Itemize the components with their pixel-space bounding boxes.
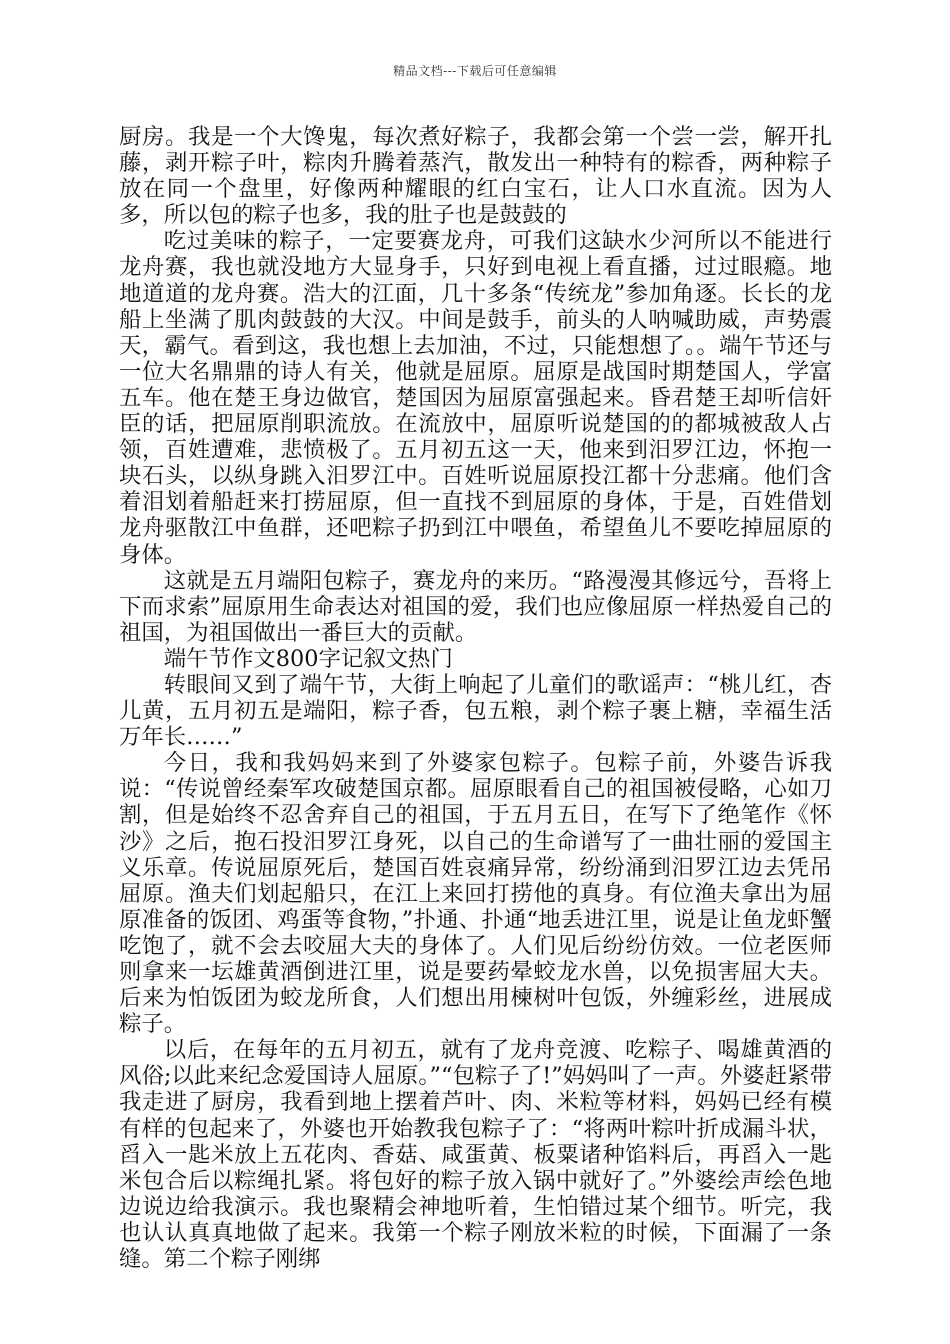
page-header: 精品文档---下载后可任意编辑 [393, 64, 557, 78]
paragraph: 厨房。我是一个大馋鬼，每次煮好粽子，我都会第一个尝一尝，解开扎藤，剥开粽子叶，粽肉升腾着蒸汽，散发出一种特有的粽香，两种粽子放在同一个盘里，好像两种耀眼的红白宝石，让人口水直流。因为人多，所以包的粽子也多，我的肚子也是鼓鼓的 [119, 124, 832, 229]
paragraph: 转眼间又到了端午节，大街上响起了儿童们的歌谣声：“桃儿红，杏儿黄，五月初五是端阳，粽子香，包五粮，剥个粽子裹上糖，幸福生活万年长……” [119, 671, 832, 751]
paragraph: 以后，在每年的五月初五，就有了龙舟竞渡、吃粽子、喝雄黄酒的风俗;以此来纪念爱国诗人屈原。”“包粽子了!”妈妈叫了一声。外婆赶紧带我走进了厨房，我看到地上摆着芦叶、肉、米粒等材料，妈妈已经有模有样的包起来了，外婆也开始教我包粽子了：“将两叶粽叶折成漏斗状，舀入一匙米放上五花肉、香菇、咸蛋黄、板粟诸种馅料后，再舀入一匙米包合后以粽绳扎紧。将包好的粽子放入锅中就好了。”外婆绘声绘色地边说边给我演示。我也聚精会神地听着，生怕错过某个细节。听完，我也认认真真地做了起来。我第一个粽子刚放米粒的时候，下面漏了一条缝。第二个粽子刚绑 [119, 1037, 832, 1273]
paragraph: 这就是五月端阳包粽子，赛龙舟的来历。“路漫漫其修远兮，吾将上下而求索”屈原用生命表达对祖国的爱，我们也应像屈原一样热爱自己的祖国，为祖国做出一番巨大的贡献。 [119, 567, 832, 646]
paragraph: 今日，我和我妈妈来到了外婆家包粽子。包粽子前，外婆告诉我说：“传说曾经秦军攻破楚国京都。屈原眼看自己的祖国被侵略，心如刀割，但是始终不忍舍弃自己的祖国，于五月五日，在写下了绝笔作《怀沙》之后，抱石投汨罗江身死，以自己的生命谱写了一曲壮丽的爱国主义乐章。传说屈原死后，楚国百姓哀痛异常，纷纷涌到汨罗江边去凭吊屈原。渔夫们划起船只，在江上来回打捞他的真身。有位渔夫拿出为屈原准备的饭团、鸡蛋等食物，”扑通、扑通“地丢进江里，说是让鱼龙虾蟹吃饱了，就不会去咬屈大夫的身体了。人们见后纷纷仿效。一位老医师则拿来一坛雄黄酒倒进江里，说是要药晕蛟龙水兽，以免损害屈大夫。后来为怕饭团为蛟龙所食，人们想出用楝树叶包饭，外缠彩丝，进展成粽子。 [119, 750, 832, 1038]
document-body [119, 124, 832, 1272]
paragraph: 吃过美味的粽子，一定要赛龙舟，可我们这缺水少河所以不能进行龙舟赛，我也就没地方大显身手，只好到电视上看直播，过过眼瘾。地地道道的龙舟赛。浩大的江面，几十多条“传统龙”参加角逐。长长的龙船上坐满了肌肉鼓鼓的大汉。中间是鼓手，前头的人呐喊助威，声势震天，霸气。看到这，我也想上去加油，不过，只能想想了。。端午节还与一位大名鼎鼎的诗人有关，他就是屈原。屈原是战国时期楚国人，学富五车。他在楚王身边做官，楚国因为屈原富强起来。昏君楚王却听信奸臣的话，把屈原削职流放。在流放中，屈原听说楚国的的都城被敌人占领，百姓遭难，悲愤极了。五月初五这一天，他来到汨罗江边，怀抱一块石头，以纵身跳入汨罗江中。百姓听说屈原投江都十分悲痛。他们含着泪划着船赶来打捞屈原，但一直找不到屈原的身体，于是，百姓借划龙舟驱散江中鱼群，还吧粽子扔到江中喂鱼，希望鱼儿不要吃掉屈原的身体。 [119, 228, 832, 568]
section-title: 端午节作文800字记叙文热门 [163, 645, 453, 672]
